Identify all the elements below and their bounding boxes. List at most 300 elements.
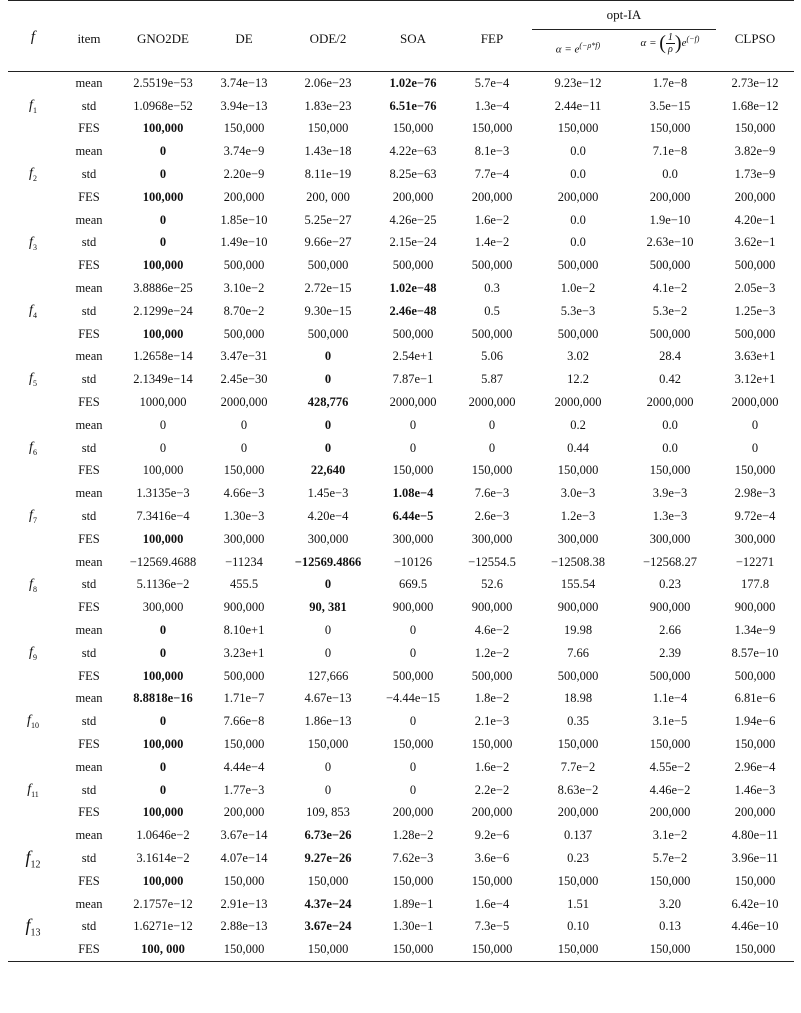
table-row — [8, 710, 794, 733]
cell-de: 200,000 — [223, 805, 265, 820]
cell-de: 8.10e+1 — [223, 623, 265, 638]
alpha2-fraction: $\frac{1}{\rho}$ — [667, 32, 673, 55]
cell-clpso: 177.8 — [740, 577, 770, 592]
table-row — [8, 391, 794, 414]
cell-de: 150,000 — [223, 121, 265, 136]
cell-ode2: 150,000 — [307, 121, 349, 136]
cell-ode2: 4.37e−24 — [304, 896, 352, 911]
cell-ode2: 0 — [324, 349, 332, 364]
cell-clpso: −12271 — [735, 554, 775, 569]
cell-gno2de: 7.3416e−4 — [136, 509, 190, 524]
cell-soa: 0 — [409, 440, 417, 455]
cell-opt-ia-2: 1.3e−3 — [652, 509, 688, 524]
cell-ode2: 5.25e−27 — [304, 212, 352, 227]
cell-gno2de: 2.1299e−24 — [133, 303, 193, 318]
cell-fep: 5.7e−4 — [474, 75, 510, 90]
cell-ode2: 1.43e−18 — [304, 144, 352, 159]
cell-opt-ia-1: 0.44 — [567, 440, 589, 455]
table-row — [8, 756, 794, 779]
cell-gno2de: 100,000 — [142, 326, 184, 341]
row-item-label: std — [81, 167, 97, 182]
cell-opt-ia-1: 300,000 — [557, 531, 599, 546]
row-item-label: std — [81, 850, 97, 865]
cell-opt-ia-1: 150,000 — [557, 873, 599, 888]
cell-gno2de: 100,000 — [142, 737, 184, 751]
cell-ode2: 3.67e−24 — [304, 919, 352, 934]
cell-soa: 900,000 — [392, 600, 434, 615]
cell-clpso: 150,000 — [734, 463, 776, 478]
cell-opt-ia-1: 155.54 — [560, 577, 596, 592]
cell-opt-ia-2: 5.7e−2 — [652, 850, 688, 865]
cell-de: 3.94e−13 — [220, 98, 268, 113]
alpha1-prefix: α = e — [555, 43, 580, 56]
cell-clpso: 3.82e−9 — [734, 144, 776, 159]
cell-soa: 0 — [409, 623, 417, 638]
cell-clpso: 0 — [751, 417, 759, 432]
cell-fep: 8.1e−3 — [474, 144, 510, 159]
cell-de: 150,000 — [223, 873, 265, 888]
table-header — [8, 0, 794, 72]
cell-opt-ia-2: 150,000 — [649, 463, 691, 478]
cell-opt-ia-2: 200,000 — [649, 189, 691, 204]
cell-soa: 1.30e−1 — [392, 919, 434, 934]
cell-clpso: 150,000 — [734, 873, 776, 888]
table-row — [8, 915, 794, 938]
cell-ode2: 0 — [324, 417, 332, 432]
cell-fep: 2000,000 — [468, 395, 516, 410]
row-item-label: mean — [75, 554, 103, 569]
cell-soa: 500,000 — [392, 326, 434, 341]
cell-gno2de: −12569.4688 — [129, 554, 197, 569]
cell-clpso: 1.25e−3 — [734, 303, 776, 318]
row-item-label: FES — [78, 121, 100, 136]
function-label: $f_5$ — [29, 371, 37, 389]
cell-de: 1.85e−10 — [220, 212, 268, 227]
cell-opt-ia-1: 200,000 — [557, 805, 599, 820]
cell-soa: 0 — [409, 417, 417, 432]
table-row — [8, 619, 794, 642]
cell-soa: 2000,000 — [389, 395, 437, 410]
cell-ode2: 2.06e−23 — [304, 75, 352, 90]
cell-fep: 7.7e−4 — [474, 167, 510, 182]
cell-ode2: 1.45e−3 — [307, 486, 349, 501]
cell-soa: 150,000 — [392, 873, 434, 888]
cell-soa: 0 — [409, 759, 417, 774]
cell-clpso: 500,000 — [734, 258, 776, 273]
cell-gno2de: 2.1349e−14 — [133, 372, 193, 387]
function-label: $f_1$ — [29, 97, 37, 115]
cell-ode2: 150,000 — [307, 737, 349, 751]
row-item-label: std — [81, 372, 97, 387]
cell-soa: 200,000 — [392, 189, 434, 204]
function-label: $f_{11}$ — [27, 781, 39, 799]
row-item-label: FES — [78, 326, 100, 341]
cell-opt-ia-2: 150,000 — [649, 737, 691, 751]
cell-opt-ia-2: 0.0 — [662, 440, 678, 455]
cell-de: 2000,000 — [220, 395, 268, 410]
cell-de: 1.30e−3 — [223, 509, 265, 524]
cell-de: 2.88e−13 — [220, 919, 268, 934]
table-row — [8, 870, 794, 893]
cell-opt-ia-2: 4.55e−2 — [649, 759, 691, 774]
cell-soa: 1.08e−4 — [392, 486, 434, 501]
cell-soa: 150,000 — [374, 938, 452, 961]
cell-opt-ia-2: 7.1e−8 — [652, 144, 688, 159]
cell-soa: 2.15e−24 — [389, 235, 437, 250]
header-fep: FEP — [480, 31, 504, 46]
cell-fep: 200,000 — [471, 805, 513, 820]
cell-opt-ia-2: 0.0 — [662, 167, 678, 182]
cell-gno2de: 2.1757e−12 — [133, 896, 193, 911]
cell-opt-ia-2: 0.23 — [659, 577, 681, 592]
cell-ode2: 6.73e−26 — [304, 828, 352, 843]
cell-clpso: 4.46e−10 — [731, 919, 779, 934]
cell-opt-ia-1: 500,000 — [557, 258, 599, 273]
table-row — [8, 72, 794, 95]
cell-gno2de: 100,000 — [142, 189, 184, 204]
cell-soa: 7.62e−3 — [392, 850, 434, 865]
cell-gno2de: 0 — [159, 623, 167, 638]
cell-de: 1.77e−3 — [223, 782, 265, 797]
table-row — [8, 642, 794, 665]
cell-opt-ia-1: 150,000 — [557, 121, 599, 136]
table-row — [8, 95, 794, 118]
header-alpha-1 — [532, 41, 624, 56]
cell-fep: 52.6 — [481, 577, 503, 592]
row-item-label: mean — [75, 417, 103, 432]
cell-soa: 150,000 — [392, 463, 434, 478]
cell-ode2: 150,000 — [307, 873, 349, 888]
cell-fep: 7.3e−5 — [474, 919, 510, 934]
cell-fep: 2.2e−2 — [474, 782, 510, 797]
cell-fep: 150,000 — [471, 463, 513, 478]
table-row — [8, 733, 794, 756]
cell-opt-ia-2: 0.42 — [659, 372, 681, 387]
table-row — [8, 938, 794, 961]
cell-de: 150,000 — [206, 938, 282, 961]
cell-de: 200,000 — [223, 189, 265, 204]
cell-soa: 200,000 — [392, 805, 434, 820]
cell-de: 500,000 — [223, 258, 265, 273]
cell-de: 1.49e−10 — [220, 235, 268, 250]
cell-fep: 7.6e−3 — [474, 486, 510, 501]
cell-de: 300,000 — [223, 531, 265, 546]
cell-opt-ia-2: 4.46e−2 — [649, 782, 691, 797]
cell-opt-ia-2: 0.13 — [659, 919, 681, 934]
cell-opt-ia-1: 1.2e−3 — [560, 509, 596, 524]
row-item-label: std — [81, 714, 97, 729]
cell-gno2de: 1.3135e−3 — [136, 486, 190, 501]
cell-opt-ia-2: 900,000 — [649, 600, 691, 615]
cell-opt-ia-1: 2000,000 — [554, 395, 602, 410]
cell-de: 0 — [240, 417, 248, 432]
cell-de: 8.70e−2 — [223, 303, 265, 318]
table-row — [8, 688, 794, 711]
cell-opt-ia-1: 5.3e−3 — [560, 303, 596, 318]
table-row — [8, 505, 794, 528]
cell-soa: 150,000 — [392, 121, 434, 136]
cell-opt-ia-1: 200,000 — [557, 189, 599, 204]
cell-opt-ia-1: 0.10 — [567, 919, 589, 934]
cell-opt-ia-1: 18.98 — [563, 691, 593, 706]
table-row — [8, 254, 794, 277]
cell-de: −11234 — [225, 554, 263, 569]
cell-clpso: 1.34e−9 — [734, 623, 776, 638]
cell-gno2de: 100,000 — [142, 121, 184, 136]
table-row — [8, 460, 794, 483]
header-de: DE — [235, 31, 253, 46]
function-label: $f_8$ — [29, 576, 37, 594]
cell-ode2: 4.20e−4 — [307, 509, 349, 524]
cell-gno2de: 100,000 — [142, 463, 184, 478]
cell-fep: 1.6e−2 — [474, 759, 510, 774]
cell-opt-ia-1: 0.23 — [567, 850, 589, 865]
cell-de: 3.74e−13 — [220, 75, 268, 90]
table-row — [8, 893, 794, 916]
row-item-label: mean — [75, 759, 103, 774]
cell-fep: 300,000 — [471, 531, 513, 546]
cell-fep: 150,000 — [471, 873, 513, 888]
row-item-label: mean — [75, 144, 103, 159]
cell-ode2: 0 — [324, 372, 332, 387]
cell-opt-ia-1: 9.23e−12 — [554, 75, 602, 90]
cell-ode2: 9.66e−27 — [304, 235, 352, 250]
row-item-label: FES — [78, 805, 100, 820]
cell-gno2de: 1.0646e−2 — [136, 828, 190, 843]
row-item-label: FES — [78, 600, 100, 615]
cell-opt-ia-2: 1.1e−4 — [652, 691, 688, 706]
cell-opt-ia-1: 2.44e−11 — [554, 98, 602, 113]
cell-gno2de: 0 — [159, 144, 167, 159]
cell-gno2de: 0 — [159, 167, 167, 182]
function-label: $f_9$ — [29, 644, 37, 662]
cell-gno2de: 100,000 — [142, 805, 184, 820]
cell-opt-ia-2: 500,000 — [649, 258, 691, 273]
cell-ode2: 1.83e−23 — [304, 98, 352, 113]
cell-opt-ia-2: 1.7e−8 — [652, 75, 688, 90]
cell-clpso: 2.96e−4 — [734, 759, 776, 774]
cell-fep: 0 — [488, 440, 496, 455]
cell-gno2de: 100, 000 — [120, 938, 206, 961]
cell-opt-ia-1: 0.2 — [570, 417, 586, 432]
cell-fep: 150,000 — [452, 938, 532, 961]
cell-clpso: 500,000 — [734, 668, 776, 683]
cell-opt-ia-2: 2.66 — [659, 623, 681, 638]
cell-de: 3.74e−9 — [223, 144, 265, 159]
cell-ode2: 127,666 — [307, 668, 349, 683]
cell-opt-ia-1: 500,000 — [557, 668, 599, 683]
cell-fep: 1.2e−2 — [474, 645, 510, 660]
cell-clpso: 9.72e−4 — [734, 509, 776, 524]
cell-clpso: 300,000 — [734, 531, 776, 546]
cell-opt-ia-1: 7.7e−2 — [560, 759, 596, 774]
cell-ode2: 0 — [324, 577, 332, 592]
cell-soa: 500,000 — [392, 258, 434, 273]
cell-fep: 1.8e−2 — [474, 691, 510, 706]
cell-clpso: 1.68e−12 — [731, 98, 779, 113]
cell-opt-ia-1: 0.137 — [563, 828, 593, 843]
cell-clpso: 900,000 — [734, 600, 776, 615]
cell-fep: 900,000 — [471, 600, 513, 615]
cell-opt-ia-2: 2.39 — [659, 645, 681, 660]
cell-gno2de: 100,000 — [142, 531, 184, 546]
cell-fep: 1.6e−4 — [474, 896, 510, 911]
cell-opt-ia-1: 1.51 — [567, 896, 589, 911]
cell-clpso: 3.62e−1 — [734, 235, 776, 250]
cell-de: 150,000 — [223, 737, 265, 751]
cell-soa: 0 — [409, 645, 417, 660]
cell-opt-ia-2: 3.1e−2 — [652, 828, 688, 843]
cell-opt-ia-1: 12.2 — [567, 372, 589, 387]
table-row — [8, 186, 794, 209]
cell-opt-ia-2: 150,000 — [649, 873, 691, 888]
cell-gno2de: 0 — [159, 759, 167, 774]
cell-de: 3.10e−2 — [223, 281, 265, 296]
row-item-label: std — [81, 303, 97, 318]
row-item-label: FES — [78, 258, 100, 273]
cell-ode2: 150,000 — [282, 938, 374, 961]
cell-clpso: 150,000 — [716, 938, 794, 961]
cell-gno2de: 100,000 — [142, 258, 184, 273]
cell-opt-ia-1: 1.0e−2 — [560, 281, 596, 296]
cell-de: 1.71e−7 — [223, 691, 265, 706]
row-item-label: FES — [78, 668, 100, 683]
function-label: $f_6$ — [29, 439, 37, 457]
row-item-label: mean — [75, 623, 103, 638]
cell-gno2de: 1000,000 — [139, 395, 187, 410]
cell-opt-ia-2: 500,000 — [649, 326, 691, 341]
row-item-label: std — [81, 577, 97, 592]
cell-de: 2.20e−9 — [223, 167, 265, 182]
cell-opt-ia-1: 500,000 — [557, 326, 599, 341]
cell-ode2: 0 — [324, 645, 332, 660]
cell-opt-ia-1: 0.0 — [570, 167, 586, 182]
cell-gno2de: 0 — [159, 417, 167, 432]
cell-opt-ia-2: 0.0 — [662, 417, 678, 432]
cell-fep: 500,000 — [471, 258, 513, 273]
cell-fep: 5.87 — [481, 372, 503, 387]
cell-clpso: 2.05e−3 — [734, 281, 776, 296]
cell-fep: 200,000 — [471, 189, 513, 204]
cell-fep: 3.6e−6 — [474, 850, 510, 865]
cell-gno2de: 1.6271e−12 — [133, 919, 193, 934]
cell-de: 7.66e−8 — [223, 714, 265, 729]
table-row — [8, 209, 794, 232]
cell-fep: 5.06 — [481, 349, 503, 364]
cell-clpso: 0 — [751, 440, 759, 455]
cell-clpso: 6.81e−6 — [734, 691, 776, 706]
cell-gno2de: 3.1614e−2 — [136, 850, 190, 865]
cell-ode2: 1.86e−13 — [304, 714, 352, 729]
row-item-label: FES — [78, 189, 100, 204]
cell-opt-ia-2: 150,000 — [649, 121, 691, 136]
table-row — [8, 802, 794, 825]
table-body — [8, 72, 794, 962]
row-item-label: std — [81, 919, 97, 934]
cell-opt-ia-2: 2000,000 — [646, 395, 694, 410]
row-item-label: mean — [75, 281, 103, 296]
function-label: $f_{13}$ — [8, 893, 58, 962]
cell-ode2: 9.27e−26 — [304, 850, 352, 865]
row-item-label: FES — [78, 873, 100, 888]
cell-gno2de: 100,000 — [142, 668, 184, 683]
results-table — [8, 0, 794, 962]
cell-soa: 300,000 — [392, 531, 434, 546]
row-item-label: FES — [78, 737, 100, 751]
cell-ode2: 0 — [324, 759, 332, 774]
cell-opt-ia-2: 3.9e−3 — [652, 486, 688, 501]
cell-gno2de: 0 — [159, 645, 167, 660]
cell-soa: 0 — [409, 782, 417, 797]
table-row — [8, 118, 794, 141]
table-row — [8, 163, 794, 186]
table-row — [8, 368, 794, 391]
table-row — [8, 779, 794, 802]
table-row — [8, 551, 794, 574]
cell-fep: 2.1e−3 — [474, 714, 510, 729]
cell-gno2de: 300,000 — [142, 600, 184, 615]
row-item-label: mean — [75, 828, 103, 843]
cell-opt-ia-2: 300,000 — [649, 531, 691, 546]
cell-clpso: 500,000 — [734, 326, 776, 341]
cell-ode2: 428,776 — [307, 395, 349, 410]
cell-clpso: 200,000 — [734, 189, 776, 204]
row-item-label: mean — [75, 349, 103, 364]
cell-clpso: 1.46e−3 — [734, 782, 776, 797]
function-label: $f_7$ — [29, 508, 37, 525]
cell-clpso: 200,000 — [734, 805, 776, 820]
cell-ode2: 200, 000 — [306, 189, 350, 204]
cell-de: 2.91e−13 — [220, 896, 268, 911]
cell-ode2: 0 — [324, 440, 332, 455]
cell-fep: 0.3 — [484, 281, 500, 296]
cell-clpso: 3.96e−11 — [731, 850, 779, 865]
cell-soa: 1.89e−1 — [392, 896, 434, 911]
cell-ode2: 22,640 — [310, 463, 346, 478]
cell-gno2de: 8.8818e−16 — [133, 691, 193, 706]
cell-fep: 1.3e−4 — [474, 98, 510, 113]
cell-opt-ia-2: 4.1e−2 — [652, 281, 688, 296]
cell-fep: 1.6e−2 — [474, 212, 510, 227]
table-row — [8, 323, 794, 346]
cell-clpso: 150,000 — [734, 737, 776, 751]
cell-opt-ia-1: 3.02 — [567, 349, 589, 364]
row-item-label: std — [81, 440, 97, 455]
cell-ode2: 0 — [324, 623, 332, 638]
row-item-label: FES — [78, 463, 100, 478]
cell-fep: 4.6e−2 — [474, 623, 510, 638]
table-row — [8, 346, 794, 369]
cell-clpso: 1.94e−6 — [734, 714, 776, 729]
cell-ode2: 500,000 — [307, 326, 349, 341]
table-row — [8, 596, 794, 619]
cell-clpso: 2.98e−3 — [734, 486, 776, 501]
row-item-label: mean — [75, 486, 103, 501]
cell-gno2de: 0 — [159, 235, 167, 250]
row-item-label: std — [81, 645, 97, 660]
header-clpso: CLPSO — [734, 31, 776, 46]
opt-ia-underline — [532, 29, 716, 30]
cell-fep: 0 — [488, 417, 496, 432]
cell-de: 900,000 — [223, 600, 265, 615]
function-label: $f_{10}$ — [27, 713, 39, 731]
cell-clpso: 150,000 — [734, 121, 776, 136]
cell-soa: 0 — [409, 714, 417, 729]
cell-gno2de: 100,000 — [142, 873, 184, 888]
cell-fep: 0.5 — [484, 303, 500, 318]
row-item-label: std — [81, 98, 97, 113]
alpha2-exponent: (−f) — [686, 34, 700, 44]
